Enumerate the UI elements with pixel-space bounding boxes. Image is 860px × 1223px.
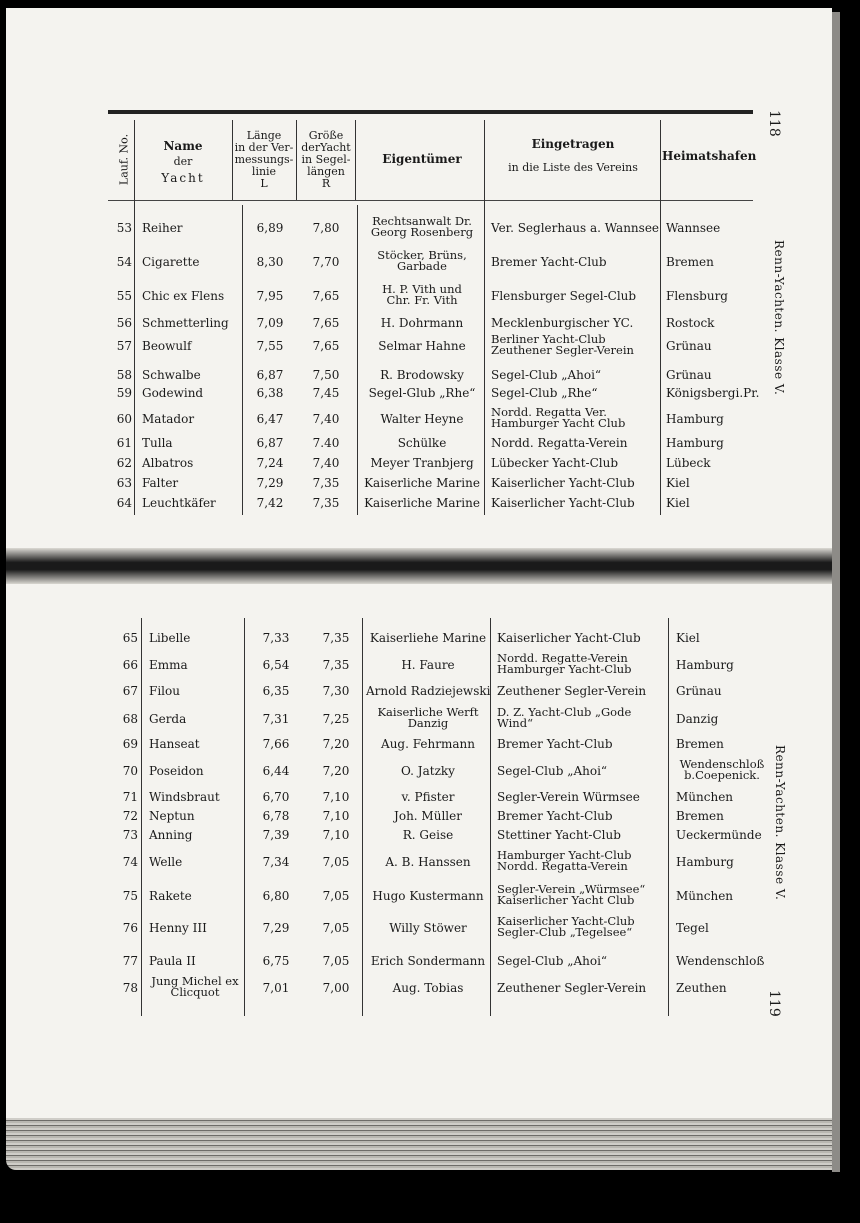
club: Kaiserlicher Yacht-Club bbox=[497, 631, 641, 645]
size-value: 7,10 bbox=[322, 790, 350, 804]
row-number: 63 bbox=[116, 476, 132, 490]
hdr-name-3: Yacht bbox=[161, 171, 205, 185]
yacht-name-cont: Clicquot bbox=[170, 985, 220, 999]
club: Segel-Club „Ahoi“ bbox=[491, 368, 602, 382]
yacht-name: Godewind bbox=[142, 386, 204, 400]
header-bottom-rule bbox=[108, 200, 753, 201]
size-value: 7,00 bbox=[322, 981, 350, 995]
vrule bbox=[244, 618, 245, 1016]
club-line2: Nordd. Regatta-Verein bbox=[497, 859, 628, 873]
length-value: 7,39 bbox=[262, 828, 290, 842]
length-value: 7,66 bbox=[262, 737, 290, 751]
col-header-owner: Eigentümer bbox=[382, 152, 462, 166]
row-number: 71 bbox=[122, 790, 138, 804]
size-value: 7,05 bbox=[322, 855, 350, 869]
size-value: 7,80 bbox=[312, 221, 340, 235]
length-value: 7,42 bbox=[256, 496, 284, 510]
owner: Stöcker, Brüns, bbox=[377, 248, 467, 262]
size-value: 7,65 bbox=[312, 339, 340, 353]
size-value: 7,30 bbox=[322, 684, 350, 698]
size-value: 7,70 bbox=[312, 255, 340, 269]
length-value: 7,34 bbox=[262, 855, 290, 869]
club: Nordd. Regatte-Verein bbox=[497, 651, 628, 665]
length-value: 6,44 bbox=[262, 764, 290, 778]
size-value: 7,35 bbox=[322, 658, 350, 672]
owner: A. B. Hanssen bbox=[385, 855, 471, 869]
row-number: 70 bbox=[122, 764, 138, 778]
home-port: Wendenschloß bbox=[679, 757, 765, 771]
length-value: 6,47 bbox=[256, 412, 284, 426]
club: Kaiserlicher Yacht-Club bbox=[491, 476, 635, 490]
home-port: Bremen bbox=[666, 255, 714, 269]
club: Stettiner Yacht-Club bbox=[497, 828, 621, 842]
row-number: 76 bbox=[122, 921, 138, 935]
length-value: 8,30 bbox=[256, 255, 284, 269]
club: Flensburger Segel-Club bbox=[491, 289, 637, 303]
club: Bremer Yacht-Club bbox=[497, 809, 613, 823]
size-value: 7,50 bbox=[312, 368, 340, 382]
yacht-name: Schwalbe bbox=[142, 368, 201, 382]
yacht-name: Matador bbox=[142, 412, 195, 426]
home-port: Ueckermünde bbox=[676, 828, 762, 842]
club: Segel-Club „Rhe“ bbox=[491, 386, 598, 400]
vrule bbox=[668, 618, 669, 1016]
size-value: 7,35 bbox=[322, 631, 350, 645]
club: Mecklenburgischer YC. bbox=[491, 316, 634, 330]
col-header-home: Heimatshafen bbox=[662, 149, 757, 163]
row-number: 66 bbox=[122, 658, 138, 672]
row-number: 74 bbox=[122, 855, 138, 869]
page-number-bottom: 119 bbox=[766, 990, 782, 1017]
club: Zeuthener Segler-Verein bbox=[497, 981, 647, 995]
owner: v. Pfister bbox=[401, 790, 455, 804]
running-title-bottom: Renn-Yachten. Klasse V. bbox=[773, 745, 787, 901]
club-line2: Hamburger Yacht Club bbox=[491, 416, 626, 430]
club-line2: Hamburger Yacht-Club bbox=[497, 662, 632, 676]
row-number: 54 bbox=[116, 255, 132, 269]
hdr-len-5: L bbox=[260, 177, 268, 190]
yacht-name: Emma bbox=[149, 658, 188, 672]
owner: Joh. Müller bbox=[394, 809, 462, 823]
yacht-name: Rakete bbox=[149, 889, 192, 903]
yacht-name: Beowulf bbox=[142, 339, 192, 353]
owner: Aug. Fehrmann bbox=[381, 737, 475, 751]
vrule bbox=[141, 618, 142, 1016]
length-value: 7,33 bbox=[262, 631, 290, 645]
owner: Meyer Tranbjerg bbox=[370, 456, 474, 470]
home-port: Wendenschloß bbox=[676, 954, 765, 968]
vrule bbox=[232, 120, 233, 200]
length-value: 7,29 bbox=[256, 476, 284, 490]
length-value: 6,87 bbox=[256, 436, 284, 450]
club-line2: Kaiserlicher Yacht Club bbox=[497, 893, 635, 907]
book-gutter bbox=[6, 548, 832, 584]
yacht-name: Poseidon bbox=[149, 764, 204, 778]
row-number: 67 bbox=[122, 684, 138, 698]
yacht-name: Leuchtkäfer bbox=[142, 496, 216, 510]
row-number: 75 bbox=[122, 889, 138, 903]
hdr-club-1: Eingetragen bbox=[531, 137, 615, 151]
length-value: 6,89 bbox=[256, 221, 284, 235]
owner-line2: Garbade bbox=[397, 259, 447, 273]
yacht-name: Albatros bbox=[142, 456, 194, 470]
yacht-name: Henny III bbox=[149, 921, 207, 935]
yacht-name: Anning bbox=[149, 828, 193, 842]
length-value: 6,38 bbox=[256, 386, 284, 400]
vrule bbox=[357, 205, 358, 515]
home-port: Kiel bbox=[666, 476, 690, 490]
length-value: 6,75 bbox=[262, 954, 290, 968]
home-port: Hamburg bbox=[666, 436, 724, 450]
home-port: Grünau bbox=[676, 684, 722, 698]
home-port: Wannsee bbox=[666, 221, 721, 235]
home-port: Rostock bbox=[666, 316, 715, 330]
club: Segler-Verein Würmsee bbox=[497, 790, 640, 804]
owner: Arnold Radziejewski bbox=[366, 684, 491, 698]
home-port: Flensburg bbox=[666, 289, 728, 303]
club: Berliner Yacht-Club bbox=[491, 332, 606, 346]
row-number: 60 bbox=[116, 412, 132, 426]
owner: Erich Sondermann bbox=[370, 954, 486, 968]
row-number: 72 bbox=[122, 809, 138, 823]
size-value: 7,05 bbox=[322, 889, 350, 903]
owner: Kaiserliche Marine bbox=[364, 496, 480, 510]
row-number: 55 bbox=[116, 289, 132, 303]
size-value: 7,25 bbox=[322, 712, 350, 726]
size-value: 7,40 bbox=[312, 456, 340, 470]
hdr-club-2: in die Liste des Vereins bbox=[508, 161, 638, 174]
club: Kaiserlicher Yacht-Club bbox=[497, 914, 635, 928]
length-value: 6,54 bbox=[262, 658, 290, 672]
owner: H. P. Vith und bbox=[382, 282, 462, 296]
book-edge bbox=[832, 12, 840, 1172]
hdr-len-4: linie bbox=[251, 165, 277, 178]
club: Bremer Yacht-Club bbox=[497, 737, 613, 751]
club-line2: Zeuthener Segler-Verein bbox=[491, 343, 634, 357]
home-port: München bbox=[676, 889, 734, 903]
home-port: Lübeck bbox=[666, 456, 711, 470]
club: Hamburger Yacht-Club bbox=[497, 848, 632, 862]
hdr-len-1: Länge bbox=[246, 129, 282, 142]
length-value: 6,78 bbox=[262, 809, 290, 823]
length-value: 6,70 bbox=[262, 790, 290, 804]
club: Bremer Yacht-Club bbox=[491, 255, 607, 269]
hdr-size-2: derYacht bbox=[301, 141, 351, 154]
length-value: 7,31 bbox=[262, 712, 290, 726]
hdr-size-5: R bbox=[321, 177, 331, 190]
yacht-name: Neptun bbox=[149, 809, 195, 823]
home-port: München bbox=[676, 790, 734, 804]
owner: Schülke bbox=[397, 436, 447, 450]
home-port: Danzig bbox=[676, 712, 719, 726]
home-port: Tegel bbox=[676, 921, 709, 935]
yacht-name: Gerda bbox=[149, 712, 187, 726]
col-header-no: Lauf. No. bbox=[117, 133, 131, 186]
page-number-top: 118 bbox=[766, 110, 782, 137]
club: Zeuthener Segler-Verein bbox=[497, 684, 647, 698]
size-value: 7,05 bbox=[322, 921, 350, 935]
yacht-name: Hanseat bbox=[149, 737, 200, 751]
row-number: 77 bbox=[122, 954, 138, 968]
home-port: Bremen bbox=[676, 809, 724, 823]
size-value: 7.40 bbox=[312, 436, 340, 450]
vrule bbox=[490, 618, 491, 1016]
length-value: 7,09 bbox=[256, 316, 284, 330]
home-port: Zeuthen bbox=[676, 981, 727, 995]
size-value: 7,20 bbox=[322, 764, 350, 778]
yacht-name: Welle bbox=[149, 855, 183, 869]
yacht-name: Schmetterling bbox=[142, 316, 229, 330]
hdr-len-3: messungs- bbox=[234, 153, 294, 166]
club-line2: Segler-Club „Tegelsee“ bbox=[497, 925, 633, 939]
home-port: Hamburg bbox=[676, 658, 734, 672]
row-number: 65 bbox=[122, 631, 138, 645]
col-header-length bbox=[232, 130, 296, 190]
hdr-size-1: Größe bbox=[308, 129, 344, 142]
yacht-name: Libelle bbox=[149, 631, 191, 645]
col-header-size bbox=[298, 130, 354, 190]
club: Ver. Seglerhaus a. Wannsee bbox=[491, 221, 660, 235]
yacht-name: Windsbraut bbox=[149, 790, 220, 804]
row-number: 57 bbox=[116, 339, 132, 353]
length-value: 6,35 bbox=[262, 684, 290, 698]
row-number: 78 bbox=[122, 981, 138, 995]
owner: Hugo Kustermann bbox=[372, 889, 484, 903]
vrule bbox=[484, 120, 485, 515]
home-port-cont: b.Coepenick. bbox=[684, 768, 760, 782]
length-value: 7,29 bbox=[262, 921, 290, 935]
owner: Walter Heyne bbox=[380, 412, 464, 426]
owner: Kaiserliche Werft bbox=[377, 705, 479, 719]
owner: R. Brodowsky bbox=[380, 368, 464, 382]
col-header-name bbox=[138, 140, 228, 184]
size-value: 7,10 bbox=[322, 809, 350, 823]
running-title-top: Renn-Yachten. Klasse V. bbox=[772, 240, 786, 396]
home-port: Bremen bbox=[676, 737, 724, 751]
owner: Aug. Tobias bbox=[392, 981, 464, 995]
club: D. Z. Yacht-Club „Gode bbox=[497, 705, 632, 719]
size-value: 7,20 bbox=[322, 737, 350, 751]
length-value: 7,95 bbox=[256, 289, 284, 303]
yacht-name: Tulla bbox=[142, 436, 173, 450]
header-rule bbox=[108, 110, 753, 114]
length-value: 6,80 bbox=[262, 889, 290, 903]
club: Nordd. Regatta Ver. bbox=[491, 405, 607, 419]
club-line2: Wind“ bbox=[497, 716, 533, 730]
hdr-size-3: in Segel- bbox=[301, 153, 351, 166]
home-port: Grünau bbox=[666, 339, 712, 353]
vrule bbox=[242, 205, 243, 515]
row-number: 53 bbox=[116, 221, 132, 235]
yacht-name: Falter bbox=[142, 476, 179, 490]
row-number: 56 bbox=[116, 316, 132, 330]
hdr-name-1: Name bbox=[163, 139, 203, 153]
row-number: 68 bbox=[122, 712, 138, 726]
owner-line2: Danzig bbox=[407, 716, 449, 730]
yacht-name: Chic ex Flens bbox=[142, 289, 225, 303]
row-number: 73 bbox=[122, 828, 138, 842]
home-port: Hamburg bbox=[676, 855, 734, 869]
owner: H. Faure bbox=[401, 658, 455, 672]
size-value: 7,65 bbox=[312, 316, 340, 330]
club: Segel-Club „Ahoi“ bbox=[497, 954, 608, 968]
owner: Rechtsanwalt Dr. bbox=[372, 214, 472, 228]
row-number: 58 bbox=[116, 368, 132, 382]
bottom-page bbox=[6, 566, 832, 1126]
yacht-name: Reiher bbox=[142, 221, 183, 235]
size-value: 7,10 bbox=[322, 828, 350, 842]
owner: H. Dohrmann bbox=[380, 316, 464, 330]
owner: O. Jatzky bbox=[401, 764, 455, 778]
size-value: 7,45 bbox=[312, 386, 340, 400]
hdr-len-2: in der Ver- bbox=[234, 141, 294, 154]
club: Segel-Club „Ahoi“ bbox=[497, 764, 608, 778]
home-port: Kiel bbox=[676, 631, 700, 645]
home-port: Königsbergi.Pr. bbox=[666, 386, 760, 400]
length-value: 7,24 bbox=[256, 456, 284, 470]
home-port: Hamburg bbox=[666, 412, 724, 426]
size-value: 7,35 bbox=[312, 476, 340, 490]
club: Nordd. Regatta-Verein bbox=[491, 436, 628, 450]
size-value: 7,65 bbox=[312, 289, 340, 303]
length-value: 6,87 bbox=[256, 368, 284, 382]
owner: Kaiserliche Marine bbox=[364, 476, 480, 490]
club: Kaiserlicher Yacht-Club bbox=[491, 496, 635, 510]
hdr-name-2: der bbox=[173, 155, 193, 168]
yacht-name: Cigarette bbox=[142, 255, 200, 269]
vrule bbox=[134, 120, 135, 515]
hdr-size-4: längen bbox=[307, 165, 345, 178]
length-value: 7,01 bbox=[262, 981, 290, 995]
length-value: 7,55 bbox=[256, 339, 284, 353]
row-number: 61 bbox=[116, 436, 132, 450]
vrule bbox=[296, 120, 297, 200]
owner-line2: Georg Rosenberg bbox=[370, 225, 474, 239]
owner: Selmar Hahne bbox=[378, 339, 466, 353]
home-port: Kiel bbox=[666, 496, 690, 510]
row-number: 64 bbox=[116, 496, 132, 510]
club: Lübecker Yacht-Club bbox=[491, 456, 619, 470]
home-port: Grünau bbox=[666, 368, 712, 382]
owner: R. Geise bbox=[402, 828, 454, 842]
yacht-name: Paula II bbox=[149, 954, 196, 968]
size-value: 7,40 bbox=[312, 412, 340, 426]
yacht-name: Filou bbox=[149, 684, 180, 698]
row-number: 69 bbox=[122, 737, 138, 751]
size-value: 7,05 bbox=[322, 954, 350, 968]
yacht-name: Jung Michel ex bbox=[151, 974, 239, 988]
vrule bbox=[355, 120, 356, 200]
owner: Kaiserliehe Marine bbox=[369, 631, 487, 645]
size-value: 7,35 bbox=[312, 496, 340, 510]
owner-line2: Chr. Fr. Vith bbox=[386, 293, 458, 307]
row-number: 59 bbox=[116, 386, 132, 400]
row-number: 62 bbox=[116, 456, 132, 470]
vrule bbox=[660, 120, 661, 515]
owner: Segel-Glub „Rhe“ bbox=[368, 386, 476, 400]
col-header-club bbox=[488, 138, 658, 174]
club: Segler-Verein „Würmsee“ bbox=[497, 882, 646, 896]
page-edges bbox=[6, 1118, 832, 1170]
owner: Willy Stöwer bbox=[389, 921, 467, 935]
